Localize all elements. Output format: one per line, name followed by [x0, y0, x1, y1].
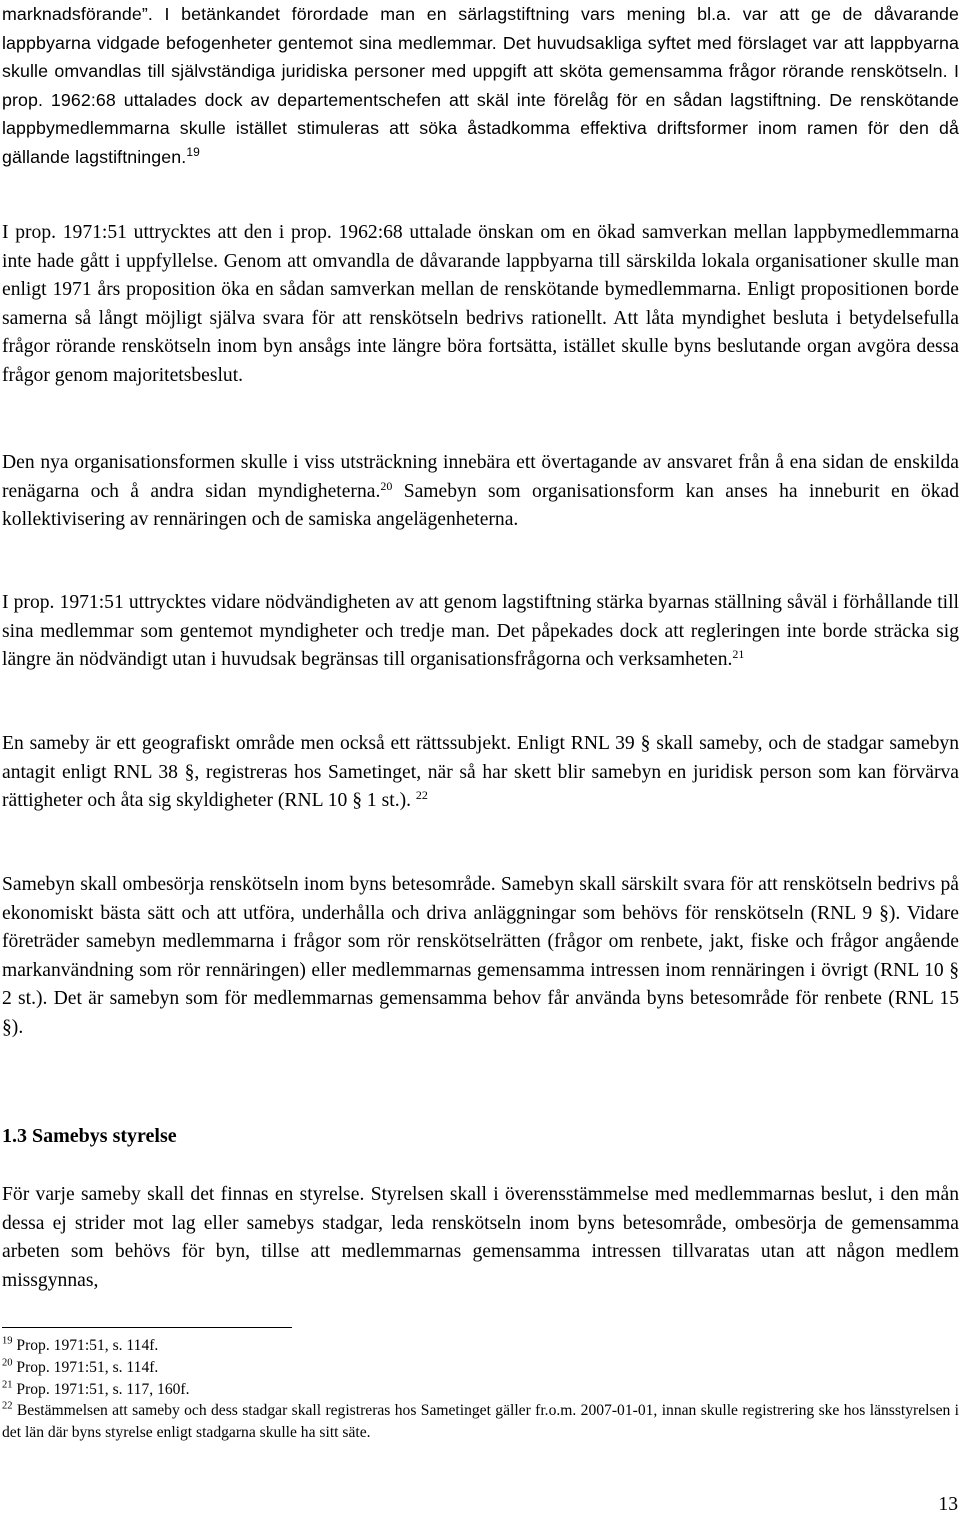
footnote-reference[interactable]: 21 [732, 647, 745, 661]
footnote-reference[interactable]: 19 [186, 144, 200, 159]
body-paragraph: I prop. 1971:51 uttrycktes att den i prop. 1962:68 uttalade önskan om en ökad samverkan mellan lappbymedlemmarna inte hade gått i uppfyllelse. Genom att omvandla de dåvarande lappbyarna till särskilda lokala organisationer skulle man enligt 1971 års proposition öka en sådan samverkan mellan de renskötande bymedlemmarna. Enligt propositionen borde samerna så långt möjligt själva svara för att renskötseln bedrivs rationellt. Att låta myndighet besluta i betydelsefulla frågor rörande renskötseln inom byn ansågs inte längre böra fortsätta, istället skulle byns beslutande organ avgöra dessa frågor genom majoritetsbeslut. [2, 222, 959, 386]
body-paragraph: Den nya organisationsformen skulle i viss utsträckning innebära ett övertagande av ansvaret från å ena sidan de enskilda renägarna och å andra sidan myndigheterna.$^{20}$ Samebyn som organisationsform kan anses ha inneburit en ökad kollektivisering av rennäringen och de samiska angelägenheterna. [2, 452, 959, 531]
body-paragraph: Samebyn skall ombesörja renskötseln inom byns betesområde. Samebyn skall särskilt svara för att renskötseln bedrivs på ekonomiskt bästa sätt och att utföra, underhålla och driva anläggningar som behövs för renskötseln (RNL 9 §). Vidare företräder samebyn medlemmarna i frågor som rör renskötselrätten (frågor om renbete, jakt, fiske och frågor angående markanvändning som rör rennäringen) eller medlemmarnas gemensamma intressen inom rennäringen i övrigt (RNL 10 § 2 st.). Det är samebyn som för medlemmarnas gemensamma behov får använda byns betesområde för renbete (RNL 15 §). [2, 874, 959, 1038]
page-number: 13 [938, 1494, 958, 1515]
footnote-number: 19 [2, 1335, 13, 1347]
body-paragraph: En sameby är ett geografiskt område men också ett rättssubjekt. Enligt RNL 39 § skall sameby, och de stadgar samebyn antagit enligt RNL 38 §, registreras hos Sametinget, när så har skett blir samebyn en juridisk person som kan förvärva rättigheter och åta sig skyldigheter (RNL 10 § 1 st.). $^{22}$ [2, 733, 959, 812]
footnote-number: 21 [2, 1379, 13, 1391]
body-paragraph: I prop. 1971:51 uttrycktes vidare nödvändigheten av att genom lagstiftning stärka byarnas ställning såväl i förhållande till sina medlemmar som gentemot myndigheter och tredje man. Det påpekades dock att regleringen inte borde sträcka sig längre än nödvändigt utan i huvudsak begränsas till organisationsfrågorna och verksamheten.$^{21}$ [2, 592, 959, 671]
footnote-number: 22 [2, 1401, 13, 1413]
body-paragraph: marknadsförande”. I betänkandet förordade man en särlagstiftning vars mening bl.a. var att ge de dåvarande lappbyarna vidgade befogenheter gentemot sina medlemmar. Det huvudsakliga syftet med förslaget var att lappbyarna skulle omvandlas till självständiga juridiska personer med uppgift att sköta gemensamma frågor rörande renskötseln. I prop. 1962:68 uttalades dock av departementschefen att skäl inte förelåg för en sådan lagstiftning. De renskötande lappbymedlemmarna skulle istället stimuleras att söka åstadkomma effektiva driftsformer inom ramen för den då gällande lagstiftningen.$^{19}$ [2, 4, 959, 167]
section-heading: 1.3 Samebys styrelse [2, 1125, 177, 1147]
footnote-item: $^{20}$ Prop. 1971:51, s. 114f. [2, 1357, 159, 1376]
footnote-separator [2, 1327, 292, 1328]
footnotes-list [2, 1335, 959, 1444]
footnote-number: 20 [2, 1357, 13, 1369]
body-paragraph: För varje sameby skall det finnas en styrelse. Styrelsen skall i överensstämmelse med medlemmarnas beslut, i den mån dessa ej strider mot lag eller samebys stadgar, leda renskötseln inom byns betesområde, ombesörja de gemensamma arbeten som behövs för byn, tillse att medlemmarnas gemensamma intressen tillvaratas utan att någon medlem missgynnas, [2, 1184, 959, 1291]
footnote-item: $^{19}$ Prop. 1971:51, s. 114f. [2, 1335, 159, 1354]
footnote-reference[interactable]: 20 [380, 478, 393, 493]
footnote-item: $^{22}$ Bestämmelsen att sameby och dess stadgar skall registreras hos Sametinget gäller fr.o.m. 2007-01-01, innan skulle registrering ske hos länsstyrelsen i det län där byns styrelse enligt stadgarna skulle ha sitt säte. [2, 1401, 959, 1442]
footnote-reference[interactable]: 22 [415, 788, 428, 802]
footnote-item: $^{21}$ Prop. 1971:51, s. 117, 160f. [2, 1379, 190, 1398]
